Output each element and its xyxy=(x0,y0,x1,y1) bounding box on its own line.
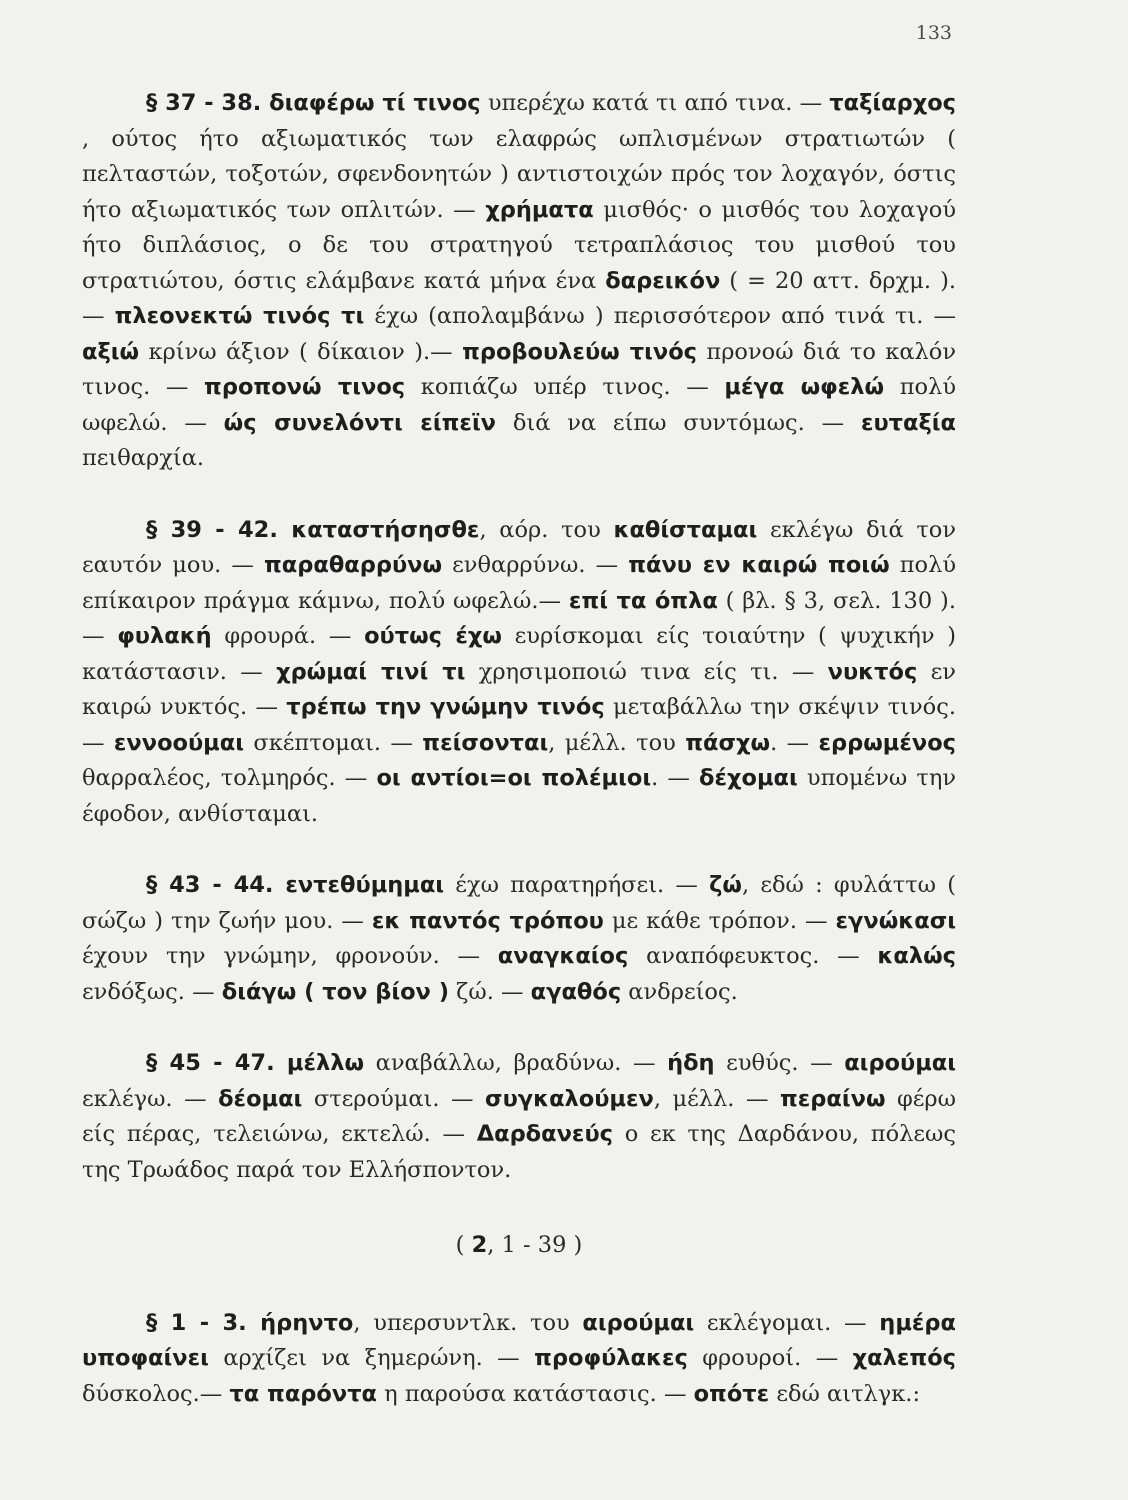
page-number: 133 xyxy=(915,22,952,44)
bold-term: ήδη xyxy=(667,1050,715,1076)
bold-term: ζώ xyxy=(709,872,742,898)
gloss-text: έχουν την γνώμην, φρονούν. — xyxy=(82,943,498,969)
bold-term: αγαθός xyxy=(530,978,622,1005)
bold-term: καθίσταμαι xyxy=(613,516,758,543)
gloss-text: αναβάλλω, βραδύνω. — xyxy=(364,1050,668,1076)
gloss-text: φρουροί. — xyxy=(687,1345,853,1371)
bold-term: προφύλακες xyxy=(534,1345,688,1371)
gloss-text: , ούτος ήτο αξιωματικός των ελαφρώς ωπλισμένων στρατιωτών ( πελταστών, τοξοτών, σφενδονητών ) αντιστοιχών πρός τον λοχαγόν, όστις ήτο αξιωματικός των οπλιτών. — xyxy=(82,125,956,223)
gloss-text: ο εκ της Δαρδάνου, πόλεως της Τρωάδος παρά τον Ελλήσποντον. xyxy=(82,1121,956,1183)
bold-term: χαλεπός xyxy=(852,1345,956,1371)
paragraph-39-42 xyxy=(82,513,956,833)
bold-term: παραθαρρύνω xyxy=(264,552,443,578)
gloss-text: ανδρείος. xyxy=(621,978,738,1005)
text-block xyxy=(82,86,956,1412)
gloss-text: χρησιμοποιώ τινα είς τι. — xyxy=(465,658,828,685)
gloss-text: , μέλλ. του xyxy=(548,729,686,756)
gloss-text: ευρίσκομαι είς τοιαύτην ( ψυχικήν ) κατάστασιν. — xyxy=(82,623,956,685)
bold-term: μέγα ωφελώ xyxy=(724,374,885,400)
gloss-text: με κάθε τρόπον. — xyxy=(603,907,836,934)
bold-term: Δαρδανεύς xyxy=(476,1121,613,1147)
bold-term: καλώς xyxy=(877,943,956,969)
bold-term: ερρωμένος xyxy=(818,729,956,756)
gloss-text: έχω (απολαμβάνω ) περισσότερον από τινά τι. — xyxy=(364,303,957,329)
bold-term: § 1 - 3. ήρηντο xyxy=(146,1309,354,1336)
bold-term: αιρούμαι xyxy=(582,1309,695,1336)
gloss-text: ζώ. — xyxy=(449,978,531,1005)
bold-term: εννοούμαι xyxy=(113,729,244,756)
gloss-text: . — xyxy=(651,765,700,791)
bold-term: ημέρα υποφαίνει xyxy=(82,1309,956,1371)
gloss-text: . — xyxy=(770,729,819,756)
gloss-text: εκλέγω διά τον εαυτόν μου. — xyxy=(82,516,956,578)
bold-term: προπονώ τινος xyxy=(204,374,406,400)
gloss-text: , υπερσυντλκ. του xyxy=(353,1309,583,1336)
bold-term: § 43 - 44. εντεθύμημαι xyxy=(146,872,445,898)
bold-term: οπότε xyxy=(693,1380,770,1407)
bold-term: δαρεικόν xyxy=(605,267,721,294)
gloss-text: διά να είπω συντόμως. — xyxy=(496,409,861,436)
gloss-text: ( βλ. § 3, σελ. 130 ). — xyxy=(82,587,956,649)
bold-term: δέομαι xyxy=(218,1085,303,1112)
gloss-text: ( xyxy=(455,1232,472,1258)
gloss-text: ευθύς. — xyxy=(714,1050,845,1076)
bold-term: αξιώ xyxy=(82,338,140,365)
gloss-text: η παρούσα κατάστασις. — xyxy=(377,1380,694,1407)
bold-term: ευταξία xyxy=(860,409,956,436)
bold-term: αναγκαίος xyxy=(497,943,629,969)
gloss-text: εδώ αιτλγκ.: xyxy=(769,1380,921,1407)
gloss-text: στερούμαι. — xyxy=(302,1085,486,1112)
gloss-text: ενδόξως. — xyxy=(82,978,222,1005)
bold-term: ώς συνελόντι είπεϊν xyxy=(223,409,496,436)
gloss-text: , αόρ. του xyxy=(479,516,614,543)
gloss-text: δύσκολος.— xyxy=(82,1380,230,1407)
bold-term: § 37 - 38. διαφέρω τί τινος xyxy=(146,90,481,116)
gloss-text: θαρραλέος, τολμηρός. — xyxy=(82,765,377,791)
bold-term: τα παρόντα xyxy=(229,1380,378,1407)
gloss-text: ενθαρρύνω. — xyxy=(442,552,629,578)
gloss-text: υπομένω την έφοδον, ανθίσταμαι. xyxy=(82,765,956,827)
bold-term: 2 xyxy=(471,1232,488,1258)
bold-term: δέχομαι xyxy=(699,765,798,791)
paragraph-1-3 xyxy=(82,1306,956,1413)
bold-term: αιρούμαι xyxy=(844,1050,956,1076)
bold-term: πείσονται xyxy=(422,729,549,756)
gloss-text: φέρω είς πέρας, τελειώνω, εκτελώ. — xyxy=(82,1085,957,1147)
gloss-text: μεταβάλλω την σκέψιν τινός. — xyxy=(82,694,956,756)
bold-term: τρέπω την γνώμην τινός xyxy=(286,694,605,720)
bold-term: εκ παντός τρόπου xyxy=(371,907,604,934)
paragraph-45-47 xyxy=(82,1046,956,1188)
paragraph-43-44 xyxy=(82,868,956,1010)
gloss-text: αρχίζει να ξημερώνη. — xyxy=(208,1345,535,1371)
gloss-text: μισθός· ο μισθός του λοχαγού ήτο διπλάσιος, ο δε του στρατηγού τετραπλάσιος του μισθού του στρατιώτου, όστις ελάμβανε κατά μήνα ένα xyxy=(82,196,956,294)
gloss-text: έχω παρατηρήσει. — xyxy=(444,872,710,898)
bold-term: περαίνω xyxy=(779,1085,886,1112)
bold-term: πλεονεκτώ τινός τι xyxy=(114,303,365,329)
bold-term: οι αντίοι=οι πολέμιοι xyxy=(376,765,652,791)
bold-term: ούτως έχω xyxy=(364,623,502,649)
gloss-text: πολύ ωφελώ. — xyxy=(82,374,956,436)
gloss-text: κοπιάζω υπέρ τινος. — xyxy=(405,374,725,400)
bold-term: πάσχω xyxy=(685,729,771,756)
gloss-text: πειθαρχία. xyxy=(82,445,205,471)
gloss-text: σκέπτομαι. — xyxy=(243,729,423,756)
bold-term: φυλακή xyxy=(117,623,212,649)
bold-term: χρώμαί τινί τι xyxy=(276,658,466,685)
gloss-text: , μέλλ. — xyxy=(653,1085,780,1112)
bold-term: επί τα όπλα xyxy=(568,587,718,614)
paragraph-37-38 xyxy=(82,86,956,477)
gloss-text: εκλέγομαι. — xyxy=(694,1309,880,1336)
gloss-text: προνοώ διά το καλόν τινος. — xyxy=(82,338,956,400)
bold-term: συγκαλούμεν xyxy=(485,1085,654,1112)
bold-term: προβουλεύω τινός xyxy=(462,338,698,365)
gloss-text: αναπόφευκτος. — xyxy=(628,943,878,969)
gloss-text: εκλέγω. — xyxy=(82,1085,219,1112)
gloss-text: πολύ επίκαιρον πράγμα κάμνω, πολύ ωφελώ.— xyxy=(82,552,957,614)
gloss-text: ( = 20 αττ. δρχμ. ). — xyxy=(82,267,956,329)
gloss-text: φρουρά. — xyxy=(211,623,365,649)
section-heading xyxy=(82,1228,956,1264)
gloss-text: κρίνω άξιον ( δίκαιον ).— xyxy=(139,338,463,365)
bold-term: νυκτός xyxy=(827,658,918,685)
bold-term: διάγω ( τον βίον ) xyxy=(221,978,449,1005)
bold-term: § 39 - 42. καταστήσησθε xyxy=(146,516,480,543)
gloss-text: εν καιρώ νυκτός. — xyxy=(82,658,956,720)
gloss-text: , εδώ : φυλάττω ( σώζω ) την ζωήν μου. — xyxy=(82,872,956,934)
bold-term: εγνώκασι xyxy=(835,907,956,934)
bold-term: ταξίαρχος xyxy=(829,90,956,116)
bold-term: πάνυ εν καιρώ ποιώ xyxy=(628,552,890,578)
gloss-text: υπερέχω κατά τι από τινα. — xyxy=(480,90,830,116)
bold-term: § 45 - 47. μέλλω xyxy=(146,1050,365,1076)
bold-term: χρήματα xyxy=(485,196,594,223)
gloss-text: , 1 - 39 ) xyxy=(487,1232,583,1258)
